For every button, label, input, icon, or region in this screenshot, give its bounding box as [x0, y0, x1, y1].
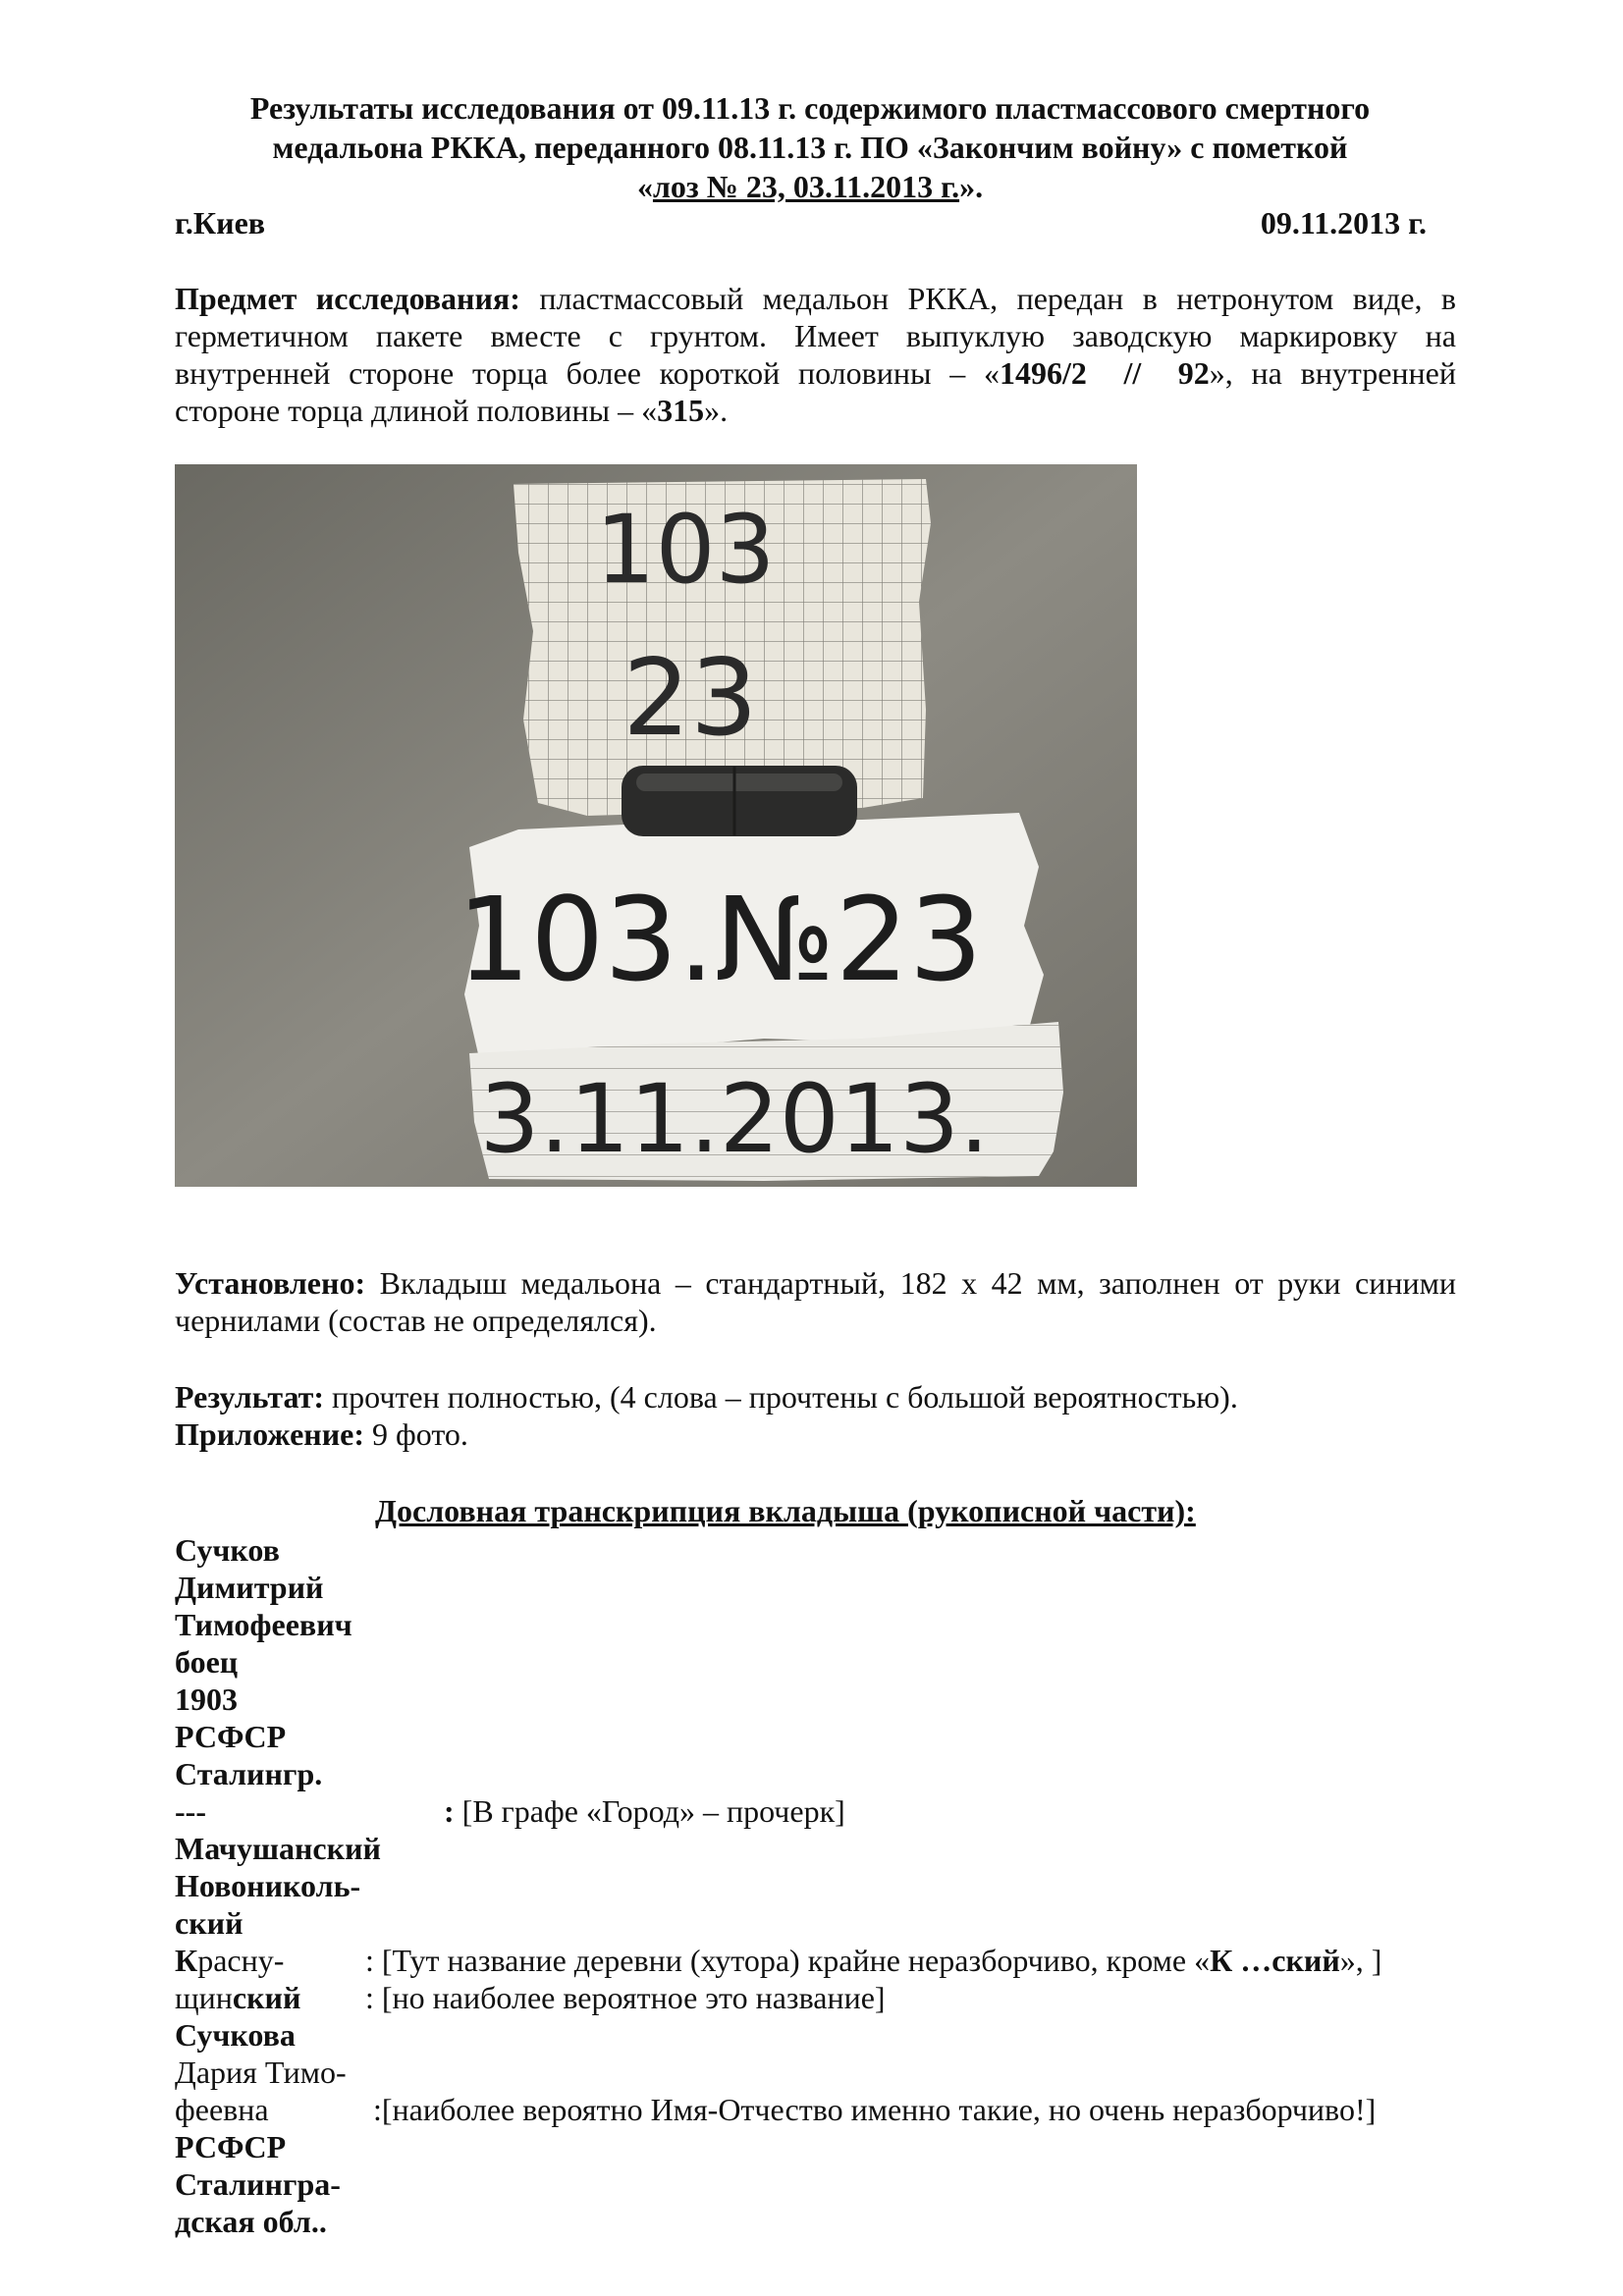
subject-text-4a: стороне торца длиной половины – «: [175, 393, 658, 428]
transcription-line-7: Сталингр.: [175, 1756, 323, 1791]
transcription-line-6: РСФСР: [175, 1719, 287, 1754]
result-label: Результат:: [175, 1379, 325, 1415]
transcription-line-daria: Дария Тимо-: [175, 2055, 347, 2090]
subject-text-1: пластмассовый медальон РККА, передан в нетронутом виде, в: [539, 281, 1457, 316]
subject-line-1: [175, 280, 1456, 317]
transcription-line-oblast: дская обл..: [175, 2204, 327, 2239]
subject-label: Предмет исследования:: [175, 281, 520, 316]
dash-note-text: [В графе «Город» – прочерк]: [461, 1793, 845, 1829]
dash-note-colon: :: [444, 1793, 455, 1829]
title-line-1: Результаты исследования от 09.11.13 г. содержимого пластмассового смертного: [249, 90, 1371, 126]
subject-line-4: [175, 392, 1456, 429]
transcription-heading: Дословная транскрипция вкладыша (рукописной части):: [375, 1493, 1196, 1528]
medallion-capsule: [622, 766, 857, 836]
krasnu-note-a: : [Тут название деревни (хутора) крайне неразборчиво, кроме «: [365, 1943, 1211, 1978]
krasnu-note: [365, 1942, 1381, 1979]
transcription-line-11: ский: [175, 1905, 243, 1941]
feevna-note: :[наиболее вероятно Имя-Отчество именно такие, но очень неразборчиво!]: [373, 2092, 1377, 2127]
established-label: Установлено:: [175, 1265, 366, 1301]
shchin-bold: ский: [232, 1980, 301, 2015]
transcription-line-2: Димитрий: [175, 1570, 324, 1605]
transcription-line-rsfsr: РСФСР: [175, 2129, 287, 2164]
label-middle-text: 103.№23: [457, 872, 983, 1007]
result-line: [175, 1378, 1238, 1415]
title-line-3: [167, 167, 1453, 206]
city: г.Киев: [175, 205, 266, 240]
transcription-line-shchin: [175, 1979, 300, 2016]
appendix-text: 9 фото.: [372, 1416, 468, 1452]
established-paragraph: [175, 1264, 1456, 1339]
transcription-line-suchkova: Сучкова: [175, 2017, 296, 2053]
marking-1: 1496/2 // 92: [1000, 355, 1210, 391]
title-quote-open: «: [636, 169, 653, 204]
krasnu-bold: К: [175, 1943, 198, 1978]
subject-line-2: герметичном пакете вместе с грунтом. Имеет выпуклую заводскую маркировку на: [175, 318, 1456, 353]
transcription-line-8: ---: [175, 1793, 206, 1829]
transcription-line-stalingrad: Сталингра-: [175, 2166, 341, 2202]
established-line-2: чернилами (состав не определялся).: [175, 1303, 657, 1338]
document-title: [167, 88, 1453, 206]
label-top-sub-number: 23: [622, 637, 758, 760]
established-line-1: [175, 1264, 1456, 1302]
subject-text-4b: ».: [704, 393, 729, 428]
label-top-number: 103: [595, 495, 776, 605]
title-quote-close: ».: [959, 169, 984, 204]
shchin-a: щин: [175, 1980, 233, 2015]
title-line-2: медальона РККА, переданного 08.11.13 г. ПО «Закончим войну» с пометкой: [272, 130, 1348, 165]
medallion-photo-drawing: [175, 464, 1137, 1187]
transcription-line-krasnu: [175, 1942, 284, 1979]
transcription-line-1: Сучков: [175, 1532, 280, 1568]
krasnu-rest: расну-: [197, 1943, 285, 1978]
transcription-line-9: Мачушанский: [175, 1831, 381, 1866]
subject-line-3: [175, 354, 1456, 392]
established-text-1: Вкладыш медальона – стандартный, 182 х 42 мм, заполнен от руки синими: [379, 1265, 1457, 1301]
appendix-line: [175, 1415, 468, 1453]
medallion-photo: [175, 464, 1137, 1187]
subject-text-3a: внутренней стороне торца более короткой половины – «: [175, 355, 1001, 391]
appendix-label: Приложение:: [175, 1416, 364, 1452]
shchin-note: : [но наиболее вероятное это название]: [365, 1980, 886, 2015]
dash-note: [444, 1792, 845, 1830]
krasnu-note-bold: К …ский: [1210, 1943, 1340, 1978]
transcription-line-10: Новониколь-: [175, 1868, 361, 1903]
transcription-line-5: 1903: [175, 1682, 238, 1717]
result-text: прочтен полностью, (4 слова – прочтены с большой вероятностью).: [332, 1379, 1238, 1415]
transcription-line-feevna: феевна: [175, 2092, 269, 2127]
subject-paragraph: [175, 280, 1456, 429]
document-date: 09.11.2013 г.: [1260, 205, 1427, 240]
marking-2: 315: [657, 393, 705, 428]
transcription-line-3: Тимофеевич: [175, 1607, 352, 1642]
transcription-line-4: боец: [175, 1644, 239, 1680]
subject-text-3b: », на внутренней: [1209, 355, 1457, 391]
krasnu-note-b: », ]: [1339, 1943, 1382, 1978]
label-bottom-date: 3.11.2013.: [479, 1064, 990, 1174]
title-label-ref: лоз № 23, 03.11.2013 г.: [652, 169, 960, 204]
